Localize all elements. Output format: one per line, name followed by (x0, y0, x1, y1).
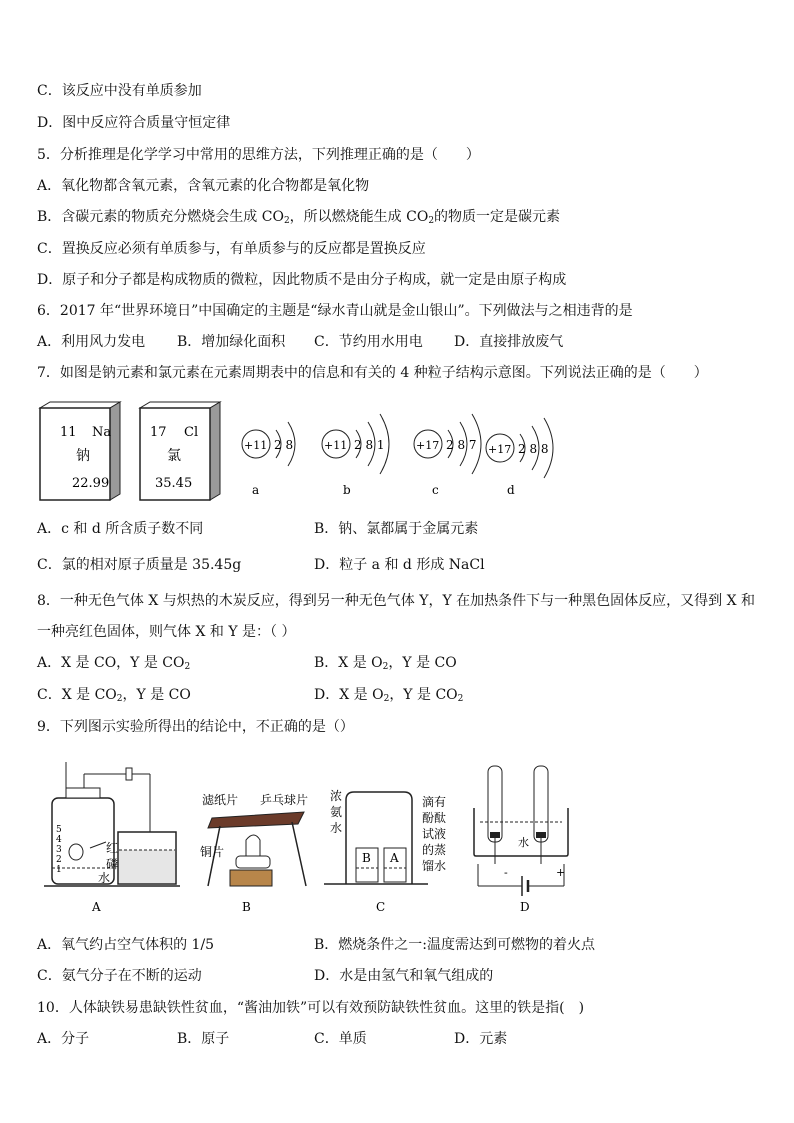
particle-b (322, 414, 389, 497)
svg-text:B: B (362, 851, 371, 865)
svg-text:3: 3 (56, 845, 62, 855)
sodium-mass: 22.99 (72, 476, 110, 491)
experiment-c-ammonia (324, 789, 446, 884)
q9-option-a: A．氧气约占空气体积的 1/5 (37, 937, 215, 953)
q5-option-a: A．氧化物都含氧元素，含氧元素的化合物都是氧化物 (37, 178, 370, 194)
svg-text:a: a (252, 483, 260, 497)
svg-text:A: A (92, 900, 101, 914)
particle-d (486, 418, 553, 497)
svg-text:氨: 氨 (330, 805, 343, 819)
svg-text:4: 4 (56, 835, 62, 845)
q9-figure (40, 756, 600, 918)
experiment-b-burning (200, 792, 308, 886)
chlorine-name: 氯 (167, 448, 181, 464)
q9-option-b: B．燃烧条件之一:温度需达到可燃物的着火点 (314, 937, 596, 953)
q6-option-b: B．增加绿化面积 (177, 334, 286, 350)
svg-text:D: D (520, 900, 530, 914)
q8-option-c: C．X 是 $CO_2$，Y 是 CO (37, 687, 191, 704)
q4-option-d: D．图中反应符合质量守恒定律 (37, 115, 231, 131)
q8-option-b: B．X 是 $O_2$，Y 是 CO (314, 655, 457, 672)
svg-text:+11: +11 (244, 439, 268, 452)
sodium-number: 11 (60, 425, 77, 440)
element-cell-sodium (40, 402, 120, 500)
svg-text:2 8 8: 2 8 8 (518, 442, 549, 456)
svg-text:+: + (556, 866, 566, 879)
q4-option-c: C．该反应中没有单质参加 (37, 83, 202, 99)
sodium-symbol: Na (92, 425, 112, 440)
q7-option-d: D．粒子 a 和 d 形成 NaCl (314, 557, 485, 573)
q8-option-a: A．X 是 CO，Y 是 $CO_2$ (37, 655, 191, 672)
svg-text:5: 5 (56, 825, 62, 835)
svg-text:b: b (343, 483, 351, 497)
q7-option-a: A．c 和 d 所含质子数不同 (37, 521, 204, 537)
svg-text:+17: +17 (488, 443, 512, 456)
svg-text:滴有: 滴有 (422, 795, 447, 809)
q10-stem: 10．人体缺铁易患缺铁性贫血，“酱油加铁”可以有效预防缺铁性贫血。这里的铁是指( ) (37, 1000, 585, 1016)
sodium-name: 钠 (76, 448, 90, 464)
q7-option-b: B．钠、氯都属于金属元素 (314, 521, 479, 537)
element-cell-chlorine (140, 402, 220, 500)
q6-option-d: D．直接排放废气 (454, 334, 564, 350)
svg-text:2: 2 (56, 855, 62, 865)
chlorine-symbol: Cl (184, 425, 199, 440)
q9-stem: 9．下列图示实验所得出的结论中，不正确的是（） (37, 719, 354, 735)
q10-option-a: A．分子 (37, 1031, 90, 1047)
q8-stem-line2: 一种亮红色固体，则气体 X 和 Y 是：（ ） (37, 624, 296, 640)
experiment-a-oxygen (44, 762, 180, 886)
svg-text:浓: 浓 (330, 789, 343, 803)
q6-stem: 6．2017 年“世界环境日”中国确定的主题是“绿水青山就是金山银山”。下列做法与之相违背的是 (37, 303, 633, 319)
svg-text:2 8 7: 2 8 7 (446, 438, 477, 452)
svg-text:C: C (376, 900, 386, 914)
svg-text:2 8: 2 8 (274, 438, 294, 452)
svg-text:的蒸: 的蒸 (422, 843, 447, 857)
q6-option-a: A．利用风力发电 (37, 334, 146, 350)
chlorine-mass: 35.45 (155, 476, 193, 491)
svg-text:铜片: 铜片 (200, 845, 225, 859)
q5-option-c: C．置换反应必须有单质参与，有单质参与的反应都是置换反应 (37, 241, 426, 257)
svg-text:-: - (504, 866, 508, 879)
q9-option-d: D．水是由氢气和氧气组成的 (314, 968, 494, 984)
particle-a (242, 422, 295, 497)
svg-text:试液: 试液 (422, 827, 447, 841)
svg-text:红: 红 (106, 841, 119, 855)
svg-text:酚酞: 酚酞 (422, 811, 447, 825)
q8-option-d: D．X 是 $O_2$，Y 是 $CO_2$ (314, 687, 464, 704)
q9-option-c: C．氨气分子在不断的运动 (37, 968, 202, 984)
q5-option-d: D．原子和分子都是构成物质的微粒，因此物质不是由分子构成，就一定是由原子构成 (37, 272, 567, 288)
q7-option-c: C．氯的相对原子质量是 35.45g (37, 557, 242, 573)
particle-c (414, 414, 481, 497)
q10-option-c: C．单质 (314, 1031, 367, 1047)
svg-text:c: c (432, 483, 439, 497)
svg-text:+11: +11 (324, 439, 348, 452)
svg-text:2 8 1: 2 8 1 (354, 438, 385, 452)
experiment-d-electrolysis (474, 766, 568, 896)
chlorine-number: 17 (150, 425, 167, 440)
svg-text:d: d (507, 483, 515, 497)
q5-stem: 5．分析推理是化学学习中常用的思维方法，下列推理正确的是（ ） (37, 147, 480, 163)
svg-text:滤纸片: 滤纸片 (202, 793, 239, 807)
svg-text:磷: 磷 (106, 857, 119, 871)
svg-text:水: 水 (518, 836, 529, 849)
svg-text:B: B (242, 900, 251, 914)
q6-option-c: C．节约用水用电 (314, 334, 423, 350)
q10-option-b: B．原子 (177, 1031, 230, 1047)
svg-text:A: A (390, 851, 399, 865)
q10-option-d: D．元素 (454, 1031, 508, 1047)
svg-text:馏水: 馏水 (422, 859, 447, 873)
svg-text:1: 1 (56, 865, 62, 875)
q5-option-b: B．含碳元素的物质充分燃烧会生成 $CO_2$，所以燃烧能生成 $CO_2$的物质一定是碳元素 (37, 209, 561, 226)
q7-figure (30, 392, 570, 504)
svg-text:水: 水 (98, 871, 111, 885)
q8-stem-line1: 8．一种无色气体 X 与炽热的木炭反应，得到另一种无色气体 Y，Y 在加热条件下与一种黑色固体反应，又得到 X 和 (37, 593, 756, 609)
q7-stem: 7．如图是钠元素和氯元素在元素周期表中的信息和有关的 4 种粒子结构示意图。下列说法正确的是（ ） (37, 365, 708, 381)
svg-text:+17: +17 (416, 439, 440, 452)
svg-text:水: 水 (330, 821, 343, 835)
svg-text:乒乓球片: 乒乓球片 (260, 793, 309, 807)
